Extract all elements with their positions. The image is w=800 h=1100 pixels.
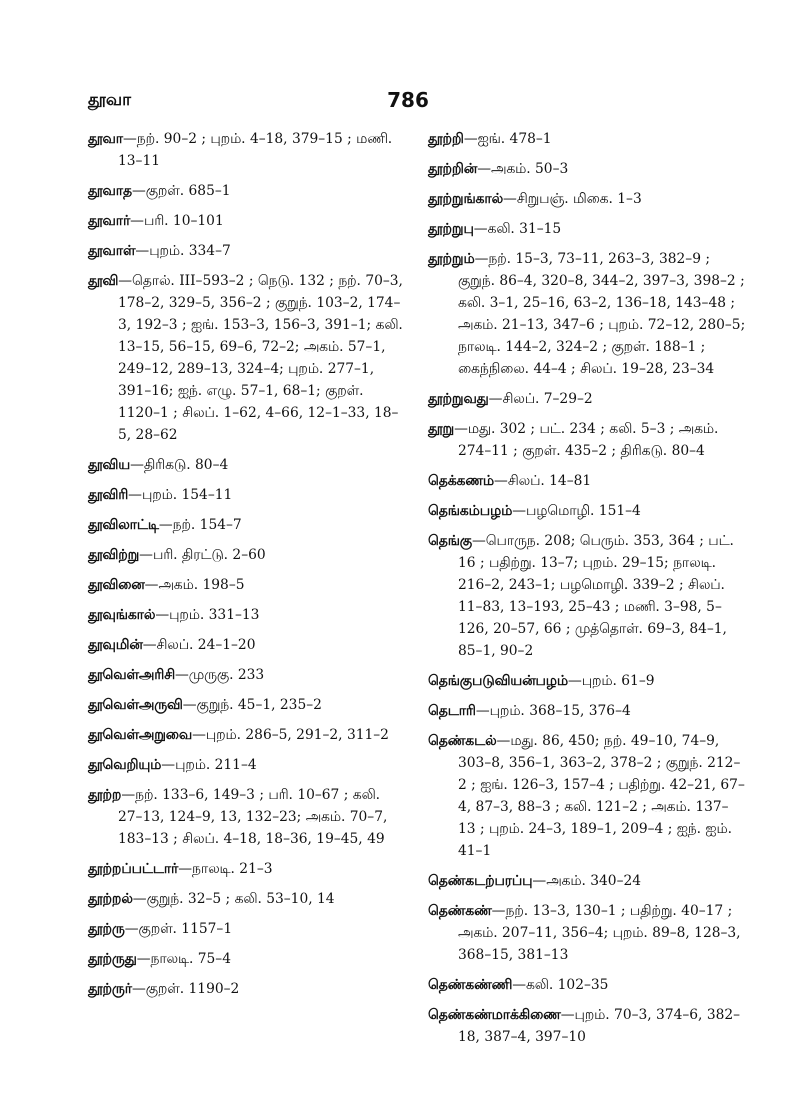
entry-dash: — [132, 891, 147, 907]
entry-references: நாலடி. 21–3 [192, 861, 273, 877]
entry-references: குறுந். 45–1, 235–2 [196, 697, 322, 713]
entry-headword: தூற்றுங்கால் [428, 191, 504, 207]
left-column [88, 128, 406, 1008]
index-entry [88, 574, 406, 596]
entry-references: நாலடி. 75–4 [150, 951, 231, 967]
index-entry [88, 664, 406, 686]
entry-headword: தூற்றப்பட்டார் [88, 861, 179, 877]
entry-references: அகம். 198–5 [158, 577, 245, 593]
page-number: 786 [387, 88, 429, 112]
index-entry [88, 270, 406, 446]
entry-headword: தெங்குபடுவியன்பழம் [428, 673, 568, 689]
entry-headword: தூவார் [88, 213, 131, 229]
entry-headword: தூவுங்கால் [88, 607, 156, 623]
entry-headword: தெண்கண் [428, 903, 492, 919]
entry-references: பொருந. 208; பெரும். 353, 364 ; பட். 16 ; பதிற்று. 13–7; புறம். 29–15; நாலடி. 216–2, 243–1; பழமொழி. 339–2 ; சிலப். 11–83, 13–193, 25–43 ; மணி. 3–98, 5–126, 20–57, 66 ; முத்தொள். 69–3, 84–1, 85–1, 90–2 [458, 533, 734, 659]
entry-dash: — [161, 757, 176, 773]
entry-headword: தூற்றுவது [428, 391, 489, 407]
entry-references: புறம். 286–5, 291–2, 311–2 [205, 727, 389, 743]
entry-dash: — [473, 221, 488, 237]
index-entry [88, 128, 406, 172]
entry-dash: — [182, 697, 197, 713]
entry-headword: தூவா [88, 131, 123, 147]
index-entry [428, 128, 746, 150]
entry-references: புறம். 70–3, 374–6, 382–18, 387–4, 397–10 [458, 1007, 741, 1045]
entry-references: நற். 154–7 [172, 517, 242, 533]
entry-references: குறுந். 32–5 ; கலி. 53–10, 14 [146, 891, 335, 907]
entry-dash: — [463, 131, 478, 147]
entry-dash: — [475, 703, 490, 719]
entry-references: நற். 90–2 ; புறம். 4–18, 379–15 ; மணி. 13–11 [118, 131, 393, 169]
entry-references: புறம். 211–4 [175, 757, 257, 773]
index-entry [88, 888, 406, 910]
entry-headword: தூற்ருர் [88, 981, 132, 997]
entry-dash: — [567, 673, 582, 689]
entry-dash: — [124, 921, 139, 937]
entry-headword: தெண்கடற்பரப்பு [428, 873, 533, 889]
entry-references: அகம். 340–24 [546, 873, 642, 889]
index-entry [428, 500, 746, 522]
entry-dash: — [158, 517, 173, 533]
entry-references: தொல். III–593–2 ; நெடு. 132 ; நற். 70–3, 178–2, 329–5, 356–2 ; குறுந். 103–2, 174–3, 192–3 ; ஐங். 153–3, 156–3, 391–1; கலி. 13–15, 56–15, 69–6, 72–2; அகம். 57–1, 249–12, 289–13, 324–4; புறம். 277–1, 391–16; ஐந். எழு. 57–1, 68–1; குறள். 1120–1 ; சிலப். 1–62, 4–66, 12–1–33, 18–5, 28–62 [118, 273, 403, 443]
entry-references: புறம். 334–7 [149, 243, 231, 259]
index-entry [88, 948, 406, 970]
entry-headword: தூற்றி [428, 131, 464, 147]
page-header [88, 88, 728, 116]
entry-headword: தூவிலாட்டி [88, 517, 159, 533]
index-entry [428, 530, 746, 662]
index-entry [88, 484, 406, 506]
entry-headword: தூவாள் [88, 243, 136, 259]
index-entry [428, 218, 746, 240]
index-entry [88, 240, 406, 262]
entry-dash: — [130, 457, 144, 473]
entry-dash: — [178, 861, 193, 877]
index-entry [88, 978, 406, 1000]
entry-headword: தெங்கு [428, 533, 472, 549]
index-entry [428, 900, 746, 966]
entry-headword: தெக்கணம் [428, 473, 495, 489]
entry-dash: — [136, 951, 151, 967]
entry-headword: தெடாரி [428, 703, 476, 719]
entry-headword: தூவினை [88, 577, 145, 593]
entry-headword: தூற்றல் [88, 891, 133, 907]
index-entry [88, 754, 406, 776]
entry-dash: — [488, 391, 503, 407]
index-entry [428, 388, 746, 410]
index-entry [88, 634, 406, 656]
entry-dash: — [474, 251, 489, 267]
entry-references: சிலப். 14–81 [507, 473, 592, 489]
entry-references: நற். 133–6, 149–3 ; பரி. 10–67 ; கலி. 27–13, 124–9, 13, 132–23; அகம். 70–7, 183–13 ; சிலப். 4–18, 18–36, 19–45, 49 [118, 787, 388, 847]
index-entry [88, 454, 406, 476]
entry-references: திரிகடு. 80–4 [143, 457, 229, 473]
entry-dash: — [144, 577, 159, 593]
entry-headword: தெங்கம்பழம் [428, 503, 513, 519]
entry-references: நற். 15–3, 73–11, 263–3, 382–9 ; குறுந். 86–4, 320–8, 344–2, 397–3, 398–2 ; கலி. 3–1, 25–16, 63–2, 136–18, 143–48 ; அகம். 21–13, 347–6 ; புறம். 72–12, 280–5; நாலடி. 144–2, 324–2 ; குறள். 188–1 ; கைந்நிலை. 44–4 ; சிலப். 19–28, 23–34 [458, 251, 746, 377]
entry-dash: — [503, 191, 517, 207]
entry-dash: — [532, 873, 547, 889]
entry-dash: — [135, 243, 150, 259]
entry-references: மது. 86, 450; நற். 49–10, 74–9, 303–8, 356–1, 363–2, 378–2 ; குறுந். 212–2 ; ஐங். 126–3, 157–4 ; பதிற்று. 42–21, 67–4, 87–3, 88–3 ; கலி. 121–2 ; அகம். 137–13 ; புறம். 24–3, 189–1, 209–4 ; ஐந். ஐம். 41–1 [458, 733, 745, 859]
index-entry [88, 210, 406, 232]
index-entry [88, 514, 406, 536]
entry-headword: தூவாத [88, 183, 132, 199]
entry-references: குறள். 685–1 [145, 183, 231, 199]
entry-dash: — [131, 183, 146, 199]
entry-references: சிலப். 7–29–2 [502, 391, 593, 407]
entry-headword: தூற்ரு [88, 921, 125, 937]
entry-dash: — [192, 727, 206, 743]
entry-dash: — [155, 607, 170, 623]
index-entry [88, 694, 406, 716]
index-entry [88, 604, 406, 626]
index-entry [88, 724, 406, 746]
entry-headword: தூவெள்அருவி [88, 697, 183, 713]
entry-dash: — [494, 473, 508, 489]
index-entry [428, 470, 746, 492]
entry-dash: — [491, 903, 506, 919]
entry-headword: தூவி [88, 273, 119, 289]
entry-references: சிறுபஞ். மிகை. 1–3 [516, 191, 642, 207]
entry-headword: தெண்கடல் [428, 733, 497, 749]
entry-dash: — [472, 533, 486, 549]
entry-headword: தெண்கண்ணி [428, 977, 513, 993]
entry-headword: தூற்றுபு [428, 221, 474, 237]
entry-references: குறள். 1190–2 [145, 981, 240, 997]
index-entry [88, 180, 406, 202]
running-head-word: தூவா [88, 90, 132, 110]
entry-references: ஐங். 478–1 [477, 131, 552, 147]
index-entry [428, 248, 746, 380]
entry-dash: — [118, 273, 133, 289]
entry-headword: தூவுமின் [88, 637, 143, 653]
index-entry [88, 784, 406, 850]
entry-references: புறம். 331–13 [169, 607, 260, 623]
entry-headword: தூவெள்அறுவை [88, 727, 193, 743]
entry-dash: — [477, 161, 491, 177]
entry-headword: தூறு [428, 421, 455, 437]
entry-dash: — [142, 637, 157, 653]
entry-dash: — [496, 733, 511, 749]
entry-references: முருகு. 233 [188, 667, 265, 683]
entry-headword: தூவிரி [88, 487, 129, 503]
index-entry [88, 858, 406, 880]
entry-dash: — [512, 977, 526, 993]
entry-headword: தூற்ற [88, 787, 122, 803]
entry-dash: — [560, 1007, 575, 1023]
entry-headword: தூவெறியும் [88, 757, 162, 773]
index-entry [88, 918, 406, 940]
entry-references: சிலப். 24–1–20 [156, 637, 256, 653]
index-entry [428, 974, 746, 996]
entry-references: பழமொழி. 151–4 [526, 503, 641, 519]
entry-references: புறம். 368–15, 376–4 [489, 703, 631, 719]
entry-references: மது. 302 ; பட். 234 ; கலி. 5–3 ; அகம். 274–11 ; குறள். 435–2 ; திரிகடு. 80–4 [458, 421, 719, 459]
entry-dash: — [121, 787, 136, 803]
index-entry [88, 544, 406, 566]
index-entry [428, 730, 746, 862]
entry-dash: — [175, 667, 189, 683]
entry-dash: — [128, 487, 142, 503]
entry-references: புறம். 154–11 [141, 487, 233, 503]
entry-headword: தூவிற்று [88, 547, 140, 563]
entry-dash: — [512, 503, 527, 519]
right-column [428, 128, 746, 1056]
entry-references: அகம். 50–3 [490, 161, 569, 177]
entry-dash: — [131, 981, 146, 997]
entry-references: குறள். 1157–1 [138, 921, 233, 937]
entry-headword: தூற்ருது [88, 951, 137, 967]
entry-dash: — [130, 213, 144, 229]
entry-dash: — [139, 547, 153, 563]
entry-references: நற். 13–3, 130–1 ; பதிற்று. 40–17 ; அகம். 207–11, 356–4; புறம். 89–8, 128–3, 368–15, 381–13 [458, 903, 741, 963]
entry-references: பரி. 10–101 [143, 213, 224, 229]
entry-references: பரி. திரட்டு. 2–60 [152, 547, 266, 563]
index-entry [428, 1004, 746, 1048]
entry-headword: தெண்கண்மாக்கிணை [428, 1007, 561, 1023]
index-entry [428, 158, 746, 180]
entry-headword: தூவெள்அரிசி [88, 667, 175, 683]
entry-headword: தூற்றும் [428, 251, 475, 267]
index-entry [428, 670, 746, 692]
index-entry [428, 700, 746, 722]
entry-headword: தூற்றின் [428, 161, 478, 177]
index-entry [428, 188, 746, 210]
index-entry [428, 870, 746, 892]
entry-headword: தூவிய [88, 457, 131, 473]
entry-references: புறம். 61–9 [581, 673, 655, 689]
index-entry [428, 418, 746, 462]
entry-dash: — [122, 131, 137, 147]
entry-dash: — [454, 421, 468, 437]
entry-references: கலி. 102–35 [525, 977, 609, 993]
entry-references: கலி. 31–15 [487, 221, 562, 237]
